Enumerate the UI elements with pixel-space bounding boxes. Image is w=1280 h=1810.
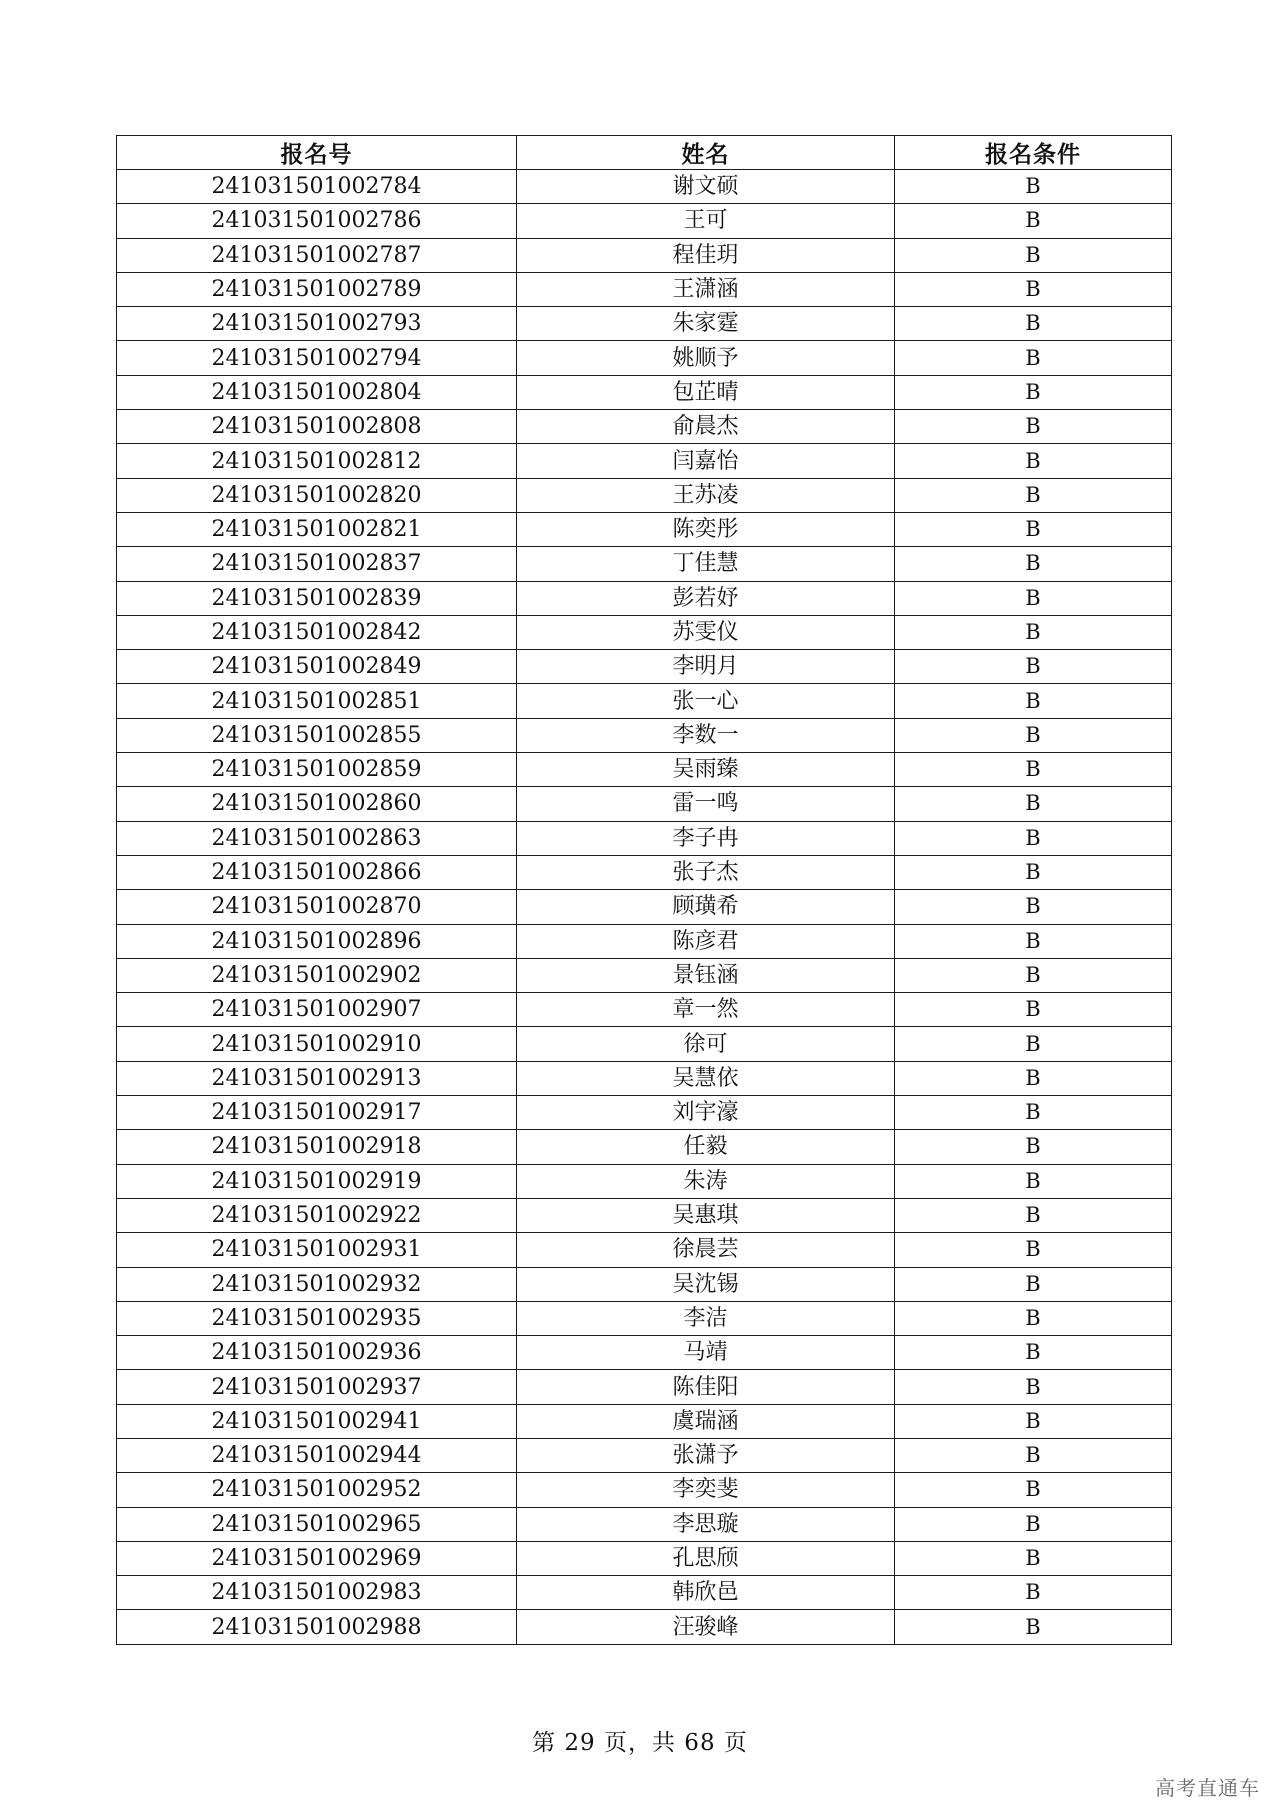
name-cell: 李洁 xyxy=(517,1301,895,1335)
registration-number-cell: 241031501002988 xyxy=(117,1610,517,1644)
header-name: 姓名 xyxy=(517,136,895,170)
name-cell: 虞瑞涵 xyxy=(517,1404,895,1438)
registration-number-cell: 241031501002910 xyxy=(117,1027,517,1061)
condition-cell: B xyxy=(895,1438,1172,1472)
registration-number-cell: 241031501002917 xyxy=(117,1096,517,1130)
registration-number-cell: 241031501002804 xyxy=(117,375,517,409)
registration-table xyxy=(116,135,1172,1645)
table-row xyxy=(117,204,1172,238)
table-row xyxy=(117,547,1172,581)
condition-cell: B xyxy=(895,993,1172,1027)
table-row xyxy=(117,512,1172,546)
registration-number-cell: 241031501002787 xyxy=(117,238,517,272)
table-row xyxy=(117,993,1172,1027)
registration-number-cell: 241031501002842 xyxy=(117,615,517,649)
condition-cell: B xyxy=(895,650,1172,684)
table-row xyxy=(117,1164,1172,1198)
registration-number-cell: 241031501002936 xyxy=(117,1336,517,1370)
name-cell: 李思璇 xyxy=(517,1507,895,1541)
registration-number-cell: 241031501002937 xyxy=(117,1370,517,1404)
condition-cell: B xyxy=(895,1164,1172,1198)
registration-number-cell: 241031501002866 xyxy=(117,855,517,889)
table-row xyxy=(117,753,1172,787)
page-number: 第 29 页，共 68 页 xyxy=(532,1730,748,1756)
table-row xyxy=(117,855,1172,889)
registration-number-cell: 241031501002793 xyxy=(117,307,517,341)
table-row xyxy=(117,341,1172,375)
name-cell: 姚顺予 xyxy=(517,341,895,375)
condition-cell: B xyxy=(895,890,1172,924)
condition-cell: B xyxy=(895,341,1172,375)
name-cell: 包芷晴 xyxy=(517,375,895,409)
registration-number-cell: 241031501002941 xyxy=(117,1404,517,1438)
header-registration-condition: 报名条件 xyxy=(895,136,1172,170)
condition-cell: B xyxy=(895,1473,1172,1507)
name-cell: 陈彦君 xyxy=(517,924,895,958)
table-row xyxy=(117,1438,1172,1472)
registration-number-cell: 241031501002907 xyxy=(117,993,517,1027)
registration-number-cell: 241031501002851 xyxy=(117,684,517,718)
table-row xyxy=(117,1507,1172,1541)
name-cell: 谢文硕 xyxy=(517,170,895,204)
table-row xyxy=(117,1610,1172,1644)
registration-number-cell: 241031501002902 xyxy=(117,958,517,992)
table-row xyxy=(117,1061,1172,1095)
condition-cell: B xyxy=(895,1301,1172,1335)
table-row xyxy=(117,1336,1172,1370)
header-registration-number: 报名号 xyxy=(117,136,517,170)
condition-cell: B xyxy=(895,238,1172,272)
condition-cell: B xyxy=(895,821,1172,855)
table-body xyxy=(117,170,1172,1645)
condition-cell: B xyxy=(895,444,1172,478)
condition-cell: B xyxy=(895,375,1172,409)
table-row xyxy=(117,1096,1172,1130)
condition-cell: B xyxy=(895,1096,1172,1130)
name-cell: 张潇予 xyxy=(517,1438,895,1472)
registration-number-cell: 241031501002789 xyxy=(117,272,517,306)
name-cell: 闫嘉怡 xyxy=(517,444,895,478)
registration-number-cell: 241031501002983 xyxy=(117,1576,517,1610)
condition-cell: B xyxy=(895,1061,1172,1095)
registration-number-cell: 241031501002965 xyxy=(117,1507,517,1541)
table-header xyxy=(117,136,1172,170)
registration-number-cell: 241031501002808 xyxy=(117,410,517,444)
name-cell: 李子冉 xyxy=(517,821,895,855)
table-row xyxy=(117,581,1172,615)
registration-number-cell: 241031501002918 xyxy=(117,1130,517,1164)
condition-cell: B xyxy=(895,615,1172,649)
name-cell: 章一然 xyxy=(517,993,895,1027)
registration-number-cell: 241031501002839 xyxy=(117,581,517,615)
table-row xyxy=(117,890,1172,924)
table-row xyxy=(117,924,1172,958)
condition-cell: B xyxy=(895,547,1172,581)
table-row xyxy=(117,684,1172,718)
table-row xyxy=(117,787,1172,821)
name-cell: 刘宇濠 xyxy=(517,1096,895,1130)
registration-number-cell: 241031501002896 xyxy=(117,924,517,958)
name-cell: 张子杰 xyxy=(517,855,895,889)
registration-number-cell: 241031501002859 xyxy=(117,753,517,787)
registration-number-cell: 241031501002931 xyxy=(117,1233,517,1267)
name-cell: 王苏凌 xyxy=(517,478,895,512)
header-row xyxy=(117,136,1172,170)
condition-cell: B xyxy=(895,1507,1172,1541)
name-cell: 张一心 xyxy=(517,684,895,718)
table-row xyxy=(117,1267,1172,1301)
condition-cell: B xyxy=(895,170,1172,204)
table-row xyxy=(117,1301,1172,1335)
condition-cell: B xyxy=(895,272,1172,306)
name-cell: 朱涛 xyxy=(517,1164,895,1198)
condition-cell: B xyxy=(895,958,1172,992)
registration-number-cell: 241031501002849 xyxy=(117,650,517,684)
condition-cell: B xyxy=(895,787,1172,821)
condition-cell: B xyxy=(895,924,1172,958)
name-cell: 朱家霆 xyxy=(517,307,895,341)
condition-cell: B xyxy=(895,1576,1172,1610)
registration-number-cell: 241031501002784 xyxy=(117,170,517,204)
registration-number-cell: 241031501002812 xyxy=(117,444,517,478)
registration-number-cell: 241031501002860 xyxy=(117,787,517,821)
registration-number-cell: 241031501002913 xyxy=(117,1061,517,1095)
table-row xyxy=(117,170,1172,204)
name-cell: 汪骏峰 xyxy=(517,1610,895,1644)
registration-number-cell: 241031501002821 xyxy=(117,512,517,546)
condition-cell: B xyxy=(895,1336,1172,1370)
name-cell: 吴沈锡 xyxy=(517,1267,895,1301)
table-row xyxy=(117,821,1172,855)
condition-cell: B xyxy=(895,718,1172,752)
name-cell: 景钰涵 xyxy=(517,958,895,992)
table-row xyxy=(117,410,1172,444)
name-cell: 程佳玥 xyxy=(517,238,895,272)
table-row xyxy=(117,238,1172,272)
condition-cell: B xyxy=(895,307,1172,341)
condition-cell: B xyxy=(895,581,1172,615)
condition-cell: B xyxy=(895,753,1172,787)
table-row xyxy=(117,1130,1172,1164)
table-row xyxy=(117,1473,1172,1507)
condition-cell: B xyxy=(895,1130,1172,1164)
name-cell: 俞晨杰 xyxy=(517,410,895,444)
condition-cell: B xyxy=(895,1267,1172,1301)
condition-cell: B xyxy=(895,1610,1172,1644)
name-cell: 徐可 xyxy=(517,1027,895,1061)
name-cell: 丁佳慧 xyxy=(517,547,895,581)
name-cell: 陈佳阳 xyxy=(517,1370,895,1404)
condition-cell: B xyxy=(895,1370,1172,1404)
registration-number-cell: 241031501002786 xyxy=(117,204,517,238)
name-cell: 李奕斐 xyxy=(517,1473,895,1507)
name-cell: 韩欣邑 xyxy=(517,1576,895,1610)
condition-cell: B xyxy=(895,684,1172,718)
name-cell: 吴慧依 xyxy=(517,1061,895,1095)
table-row xyxy=(117,1576,1172,1610)
table-row xyxy=(117,650,1172,684)
condition-cell: B xyxy=(895,1198,1172,1232)
name-cell: 雷一鸣 xyxy=(517,787,895,821)
table-row xyxy=(117,718,1172,752)
table-row xyxy=(117,958,1172,992)
name-cell: 李明月 xyxy=(517,650,895,684)
condition-cell: B xyxy=(895,1027,1172,1061)
registration-number-cell: 241031501002820 xyxy=(117,478,517,512)
registration-number-cell: 241031501002863 xyxy=(117,821,517,855)
registration-number-cell: 241031501002837 xyxy=(117,547,517,581)
registration-number-cell: 241031501002922 xyxy=(117,1198,517,1232)
table-row xyxy=(117,444,1172,478)
name-cell: 陈奕彤 xyxy=(517,512,895,546)
table-row xyxy=(117,272,1172,306)
registration-number-cell: 241031501002969 xyxy=(117,1541,517,1575)
registration-number-cell: 241031501002870 xyxy=(117,890,517,924)
table-row xyxy=(117,375,1172,409)
condition-cell: B xyxy=(895,1404,1172,1438)
registration-number-cell: 241031501002952 xyxy=(117,1473,517,1507)
name-cell: 吴惠琪 xyxy=(517,1198,895,1232)
name-cell: 徐晨芸 xyxy=(517,1233,895,1267)
condition-cell: B xyxy=(895,512,1172,546)
registration-number-cell: 241031501002794 xyxy=(117,341,517,375)
name-cell: 吴雨臻 xyxy=(517,753,895,787)
name-cell: 王可 xyxy=(517,204,895,238)
name-cell: 顾璜希 xyxy=(517,890,895,924)
name-cell: 李数一 xyxy=(517,718,895,752)
watermark-logo-text: 高考直通车 xyxy=(1155,1776,1260,1800)
condition-cell: B xyxy=(895,204,1172,238)
table-row xyxy=(117,1198,1172,1232)
registration-number-cell: 241031501002919 xyxy=(117,1164,517,1198)
registration-number-cell: 241031501002932 xyxy=(117,1267,517,1301)
condition-cell: B xyxy=(895,855,1172,889)
name-cell: 苏雯仪 xyxy=(517,615,895,649)
condition-cell: B xyxy=(895,1541,1172,1575)
name-cell: 王潇涵 xyxy=(517,272,895,306)
table-row xyxy=(117,1027,1172,1061)
table-row xyxy=(117,1370,1172,1404)
registration-number-cell: 241031501002855 xyxy=(117,718,517,752)
condition-cell: B xyxy=(895,410,1172,444)
table-row xyxy=(117,1541,1172,1575)
table-row xyxy=(117,1233,1172,1267)
name-cell: 马靖 xyxy=(517,1336,895,1370)
table-row xyxy=(117,478,1172,512)
table-row xyxy=(117,307,1172,341)
name-cell: 彭若妤 xyxy=(517,581,895,615)
name-cell: 任毅 xyxy=(517,1130,895,1164)
registration-number-cell: 241031501002944 xyxy=(117,1438,517,1472)
registration-number-cell: 241031501002935 xyxy=(117,1301,517,1335)
condition-cell: B xyxy=(895,478,1172,512)
name-cell: 孔思颀 xyxy=(517,1541,895,1575)
table-row xyxy=(117,1404,1172,1438)
condition-cell: B xyxy=(895,1233,1172,1267)
table-row xyxy=(117,615,1172,649)
